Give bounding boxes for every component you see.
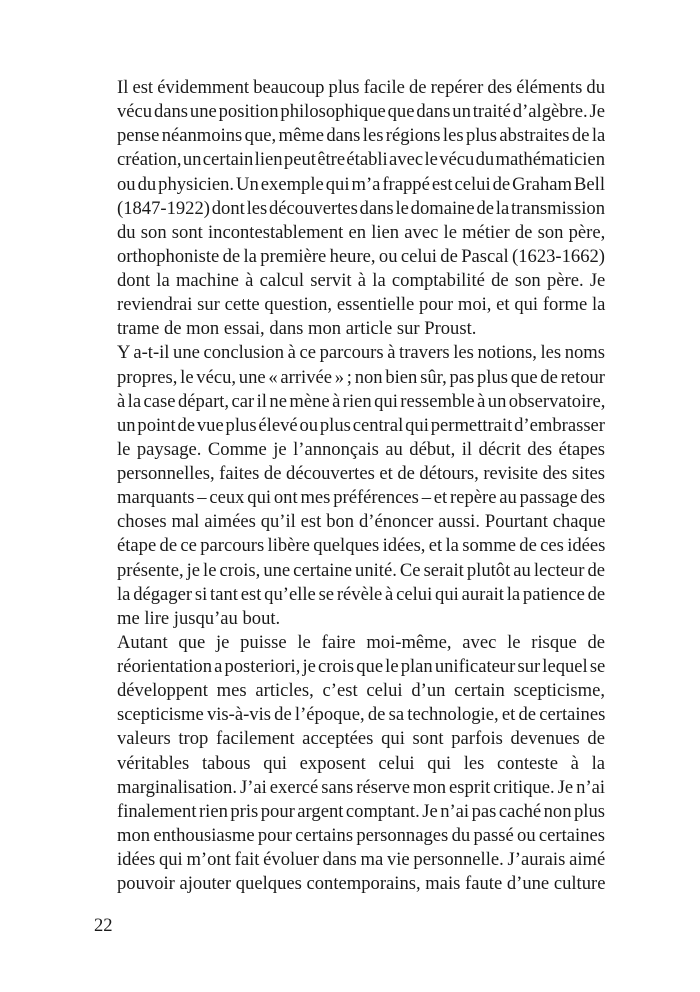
text-line: Autant que je puisse le faire moi-même, avec le risque de (117, 631, 605, 653)
paragraph-1 (94, 76, 605, 341)
text-line: marginalisation. J’ai exercé sans réserve mon esprit critique. Je n’ai (117, 776, 606, 798)
paragraph-2 (94, 341, 605, 631)
page-number: 22 (94, 915, 113, 936)
text-line: création, un certain lien peut être établi avec le vécu du mathématicien (117, 149, 605, 171)
text-line: personnelles, faites de découvertes et de détours, revisite des sites (117, 463, 605, 484)
text-line: un point de vue plus élevé ou plus central qui permettrait d’embrasser (117, 414, 605, 436)
text-line: la dégager si tant est qu’elle se révèle à celui qui aurait la patience de (117, 583, 606, 605)
text-line: présente, je le crois, une certaine unité. Ce serait plutôt au lecteur de (117, 559, 605, 581)
text-line: Y a-t-il une conclusion à ce parcours à travers les notions, les noms (117, 342, 605, 364)
text-line: vécu dans une position philosophique que dans un traité d’algèbre. Je (117, 101, 605, 123)
text-line: scepticisme vis-à-vis de l’époque, de sa technologie, et de certaines (117, 704, 606, 726)
text-line: réorientation a posteriori, je crois que le plan unificateur sur lequel se (117, 656, 606, 677)
text-line: dont la machine à calcul servit à la comptabilité de son père. Je (117, 270, 606, 291)
text-line: (1847-1922) dont les découvertes dans le domaine de la transmission (117, 197, 605, 219)
text-line: Il est évidemment beaucoup plus facile de repérer des éléments du (117, 77, 605, 98)
text-line: trame de mon essai, dans mon article sur Proust. (117, 318, 477, 340)
text-line: le paysage. Comme je l’annonçais au début, il décrit des étapes (117, 438, 605, 460)
body-text (94, 76, 605, 896)
text-line: pouvoir ajouter quelques contemporains, mais faute d’une culture (117, 873, 606, 895)
text-line: mon enthousiasme pour certains personnages du passé ou certaines (117, 824, 605, 846)
text-line: à la case départ, car il ne mène à rien qui ressemble à un observatoire, (117, 390, 606, 412)
text-line: véritables tabous qui exposent celui qui les conteste à la (117, 752, 605, 774)
text-line: développent mes articles, c’est celui d’un certain scepticisme, (117, 680, 605, 702)
text-line: idées qui m’ont fait évoluer dans ma vie personnelle. J’aurais aimé (117, 849, 606, 870)
text-line: me lire jusqu’au bout. (117, 607, 281, 629)
text-line: valeurs trop facilement acceptées qui sont parfois devenues de (117, 728, 605, 750)
text-line: reviendrai sur cette question, essentielle pour moi, et qui forme la (117, 294, 606, 316)
text-line: étape de ce parcours libère quelques idées, et la somme de ces idées (117, 535, 606, 557)
text-line: pense néanmoins que, même dans les régions les plus abstraites de la (117, 125, 606, 147)
paragraph-3 (94, 631, 605, 896)
text-line: orthophoniste de la première heure, ou celui de Pascal (1623-1662) (117, 245, 605, 267)
text-line: marquants – ceux qui ont mes préférences – et repère au passage des (117, 487, 606, 509)
text-line: choses mal aimées qu’il est bon d’énoncer aussi. Pourtant chaque (117, 511, 606, 533)
text-line: ou du physicien. Un exemple qui m’a frappé est celui de Graham Bell (117, 173, 605, 195)
text-line: propres, le vécu, une « arrivée » ; non bien sûr, pas plus que de retour (117, 366, 605, 388)
text-line: du son sont incontestablement en lien avec le métier de son père, (117, 221, 606, 243)
text-line: finalement rien pris pour argent comptant. Je n’ai pas caché non plus (117, 800, 605, 822)
